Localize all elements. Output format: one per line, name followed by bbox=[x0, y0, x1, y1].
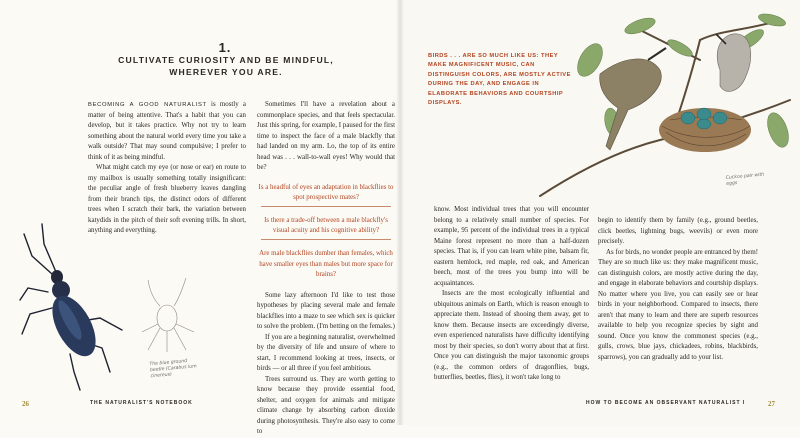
folio-left: 26 bbox=[22, 400, 29, 408]
question: Is there a trade-off between a male blackfly's visual acuity and his cognitive ability? bbox=[264, 216, 388, 235]
question-box bbox=[257, 180, 395, 283]
question: Is a headful of eyes an adaptation in blackflies to spot prospective mates? bbox=[258, 183, 394, 201]
question: Are male blackflies dumber than females, which have smaller eyes than males but more space for brains? bbox=[259, 250, 393, 278]
bird-caption: Cuckoo pair with eggs bbox=[725, 172, 765, 187]
paragraph: Some lazy afternoon I'd like to test those hypotheses by placing several male and female blackflies into a maze to see which sex is quicker to solve the problem. (I'm betting on the females.) bbox=[257, 291, 395, 331]
paragraph: Trees surround us. They are worth getting to know because they provide essential food, shelter, and oxygen for animals and mitigate climate change by absorbing carbon dioxide during photosynthesis. They're also easy to come to bbox=[257, 375, 395, 436]
divider bbox=[261, 206, 391, 213]
left-column-1 bbox=[88, 100, 246, 237]
running-footer-right: HOW TO BECOME AN OBSERVANT NATURALIST I bbox=[586, 400, 746, 406]
chapter-title: CULTIVATE CURIOSITY AND BE MINDFUL, WHEREVER YOU ARE. bbox=[118, 55, 334, 77]
left-column-2 bbox=[257, 100, 395, 438]
running-footer-left: THE NATURALIST'S NOTEBOOK bbox=[90, 400, 193, 406]
chapter-number: 1. bbox=[218, 40, 232, 55]
book-gutter bbox=[396, 0, 404, 425]
beetle-caption: The blue ground beetle (Carabus lum cinereus) bbox=[149, 359, 197, 380]
paragraph: If you are a beginning naturalist, overwhelmed by the diversity of life and unsure of where to start, I recommend looking at trees, insects, or birds — or all three if you feel ambitious. bbox=[257, 333, 395, 373]
paragraph: know. Most individual trees that you will encounter belong to a relatively small number of species. For example, 95 percent of the individual trees in a typical Maine forest represent no more than a half-dozen species. That is, if you can learn white pine, balsam fir, eastern hemlock, red maple, red oak, and American beech, most of the trees you bump into will be acquaintances. bbox=[434, 206, 589, 287]
right-page bbox=[400, 0, 800, 425]
beetle-sketch bbox=[128, 272, 208, 362]
paragraph: As for birds, no wonder people are entranced by them! They are so much like us: they make magnificent music, can distinguish colors, are mostly active during the day, and engage in elaborate behaviors and courtship displays. No matter where you live, you can easily see or hear birds in your neighborhood. Compared to insects, there aren't that many to learn and there are superb resources available to help you recognize species by sight and sound. Once you know the commonest species (e.g., gulls, crows, blue jays, chickadees, robins, blackbirds, sparrows), you can gradually add to your list. bbox=[598, 248, 758, 361]
cuckoo-nest-illustration bbox=[520, 0, 800, 200]
left-page bbox=[0, 0, 400, 436]
paragraph: What might catch my eye (or nose or ear) en route to my mailbox is usually something totally insignificant: the peculiar angle of fresh blueberry leaves dangling from their branch tips, the distinct odors of different trees when I scratch their bark, the variation between katydids in the pitch of their soft evening trills. In short, anything and everything. bbox=[88, 164, 246, 234]
paragraph: begin to identify them by family (e.g., ground beetles, click beetles, lightning bugs, weevils) or even more precisely. bbox=[598, 217, 758, 245]
paragraph bbox=[88, 100, 246, 163]
folio-right: 27 bbox=[768, 400, 775, 408]
lead-smallcaps: BECOMING A GOOD NATURALIST bbox=[88, 102, 207, 108]
bird-quote: BIRDS . . . ARE SO MUCH LIKE US: THEY MAKE MAGNIFICENT MUSIC, CAN DISTINGUISH COLORS, ARE MOSTLY ACTIVE DURING THE DAY, AND ENGAGE IN ELABORATE BEHAVIORS AND COURTSHIP DISPLAYS. bbox=[428, 53, 571, 107]
right-column-1 bbox=[434, 205, 589, 384]
divider bbox=[261, 239, 391, 246]
paragraph: Sometimes I'll have a revelation about a commonplace species, and that feels spectacular. Just this spring, for example, I paused for the first time to inspect the face of a male blackfly that had landed on my arm. Lo, the top of its entire head was . . . wall-to-wall eyes! Why would that be? bbox=[257, 101, 395, 171]
paragraph: Insects are the most ecologically influential and ubiquitous animals on Earth, which is reason enough to appreciate them. Instead of shooing them away, get to know them. Because insects are exceedingly diverse, even experienced naturalists have difficulty identifying most by their species, so don't worry about that at first. Once you can distinguish the major taxonomic groups (e.g., the common orders of dragonflies, bugs, butterflies, beetles, flies), it won't take long to bbox=[434, 290, 589, 381]
ground-beetle-illustration bbox=[18, 222, 128, 392]
paragraph-text: is mostly a matter of being attentive. That's a habit that you can develop, but it takes practice. Why not try to learn something about the natural world every time you take a walk outside? That may sound compulsive; I prefer to think of it as being mindful. bbox=[88, 101, 246, 161]
right-column-2 bbox=[598, 216, 758, 363]
